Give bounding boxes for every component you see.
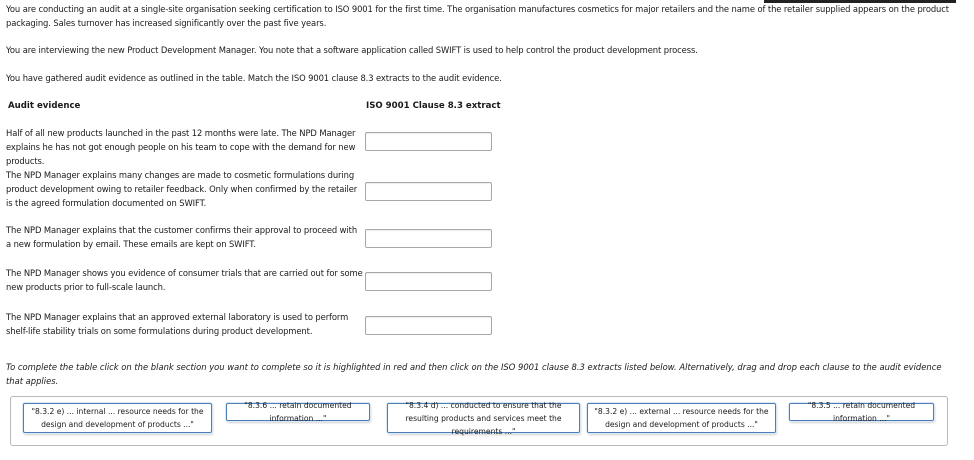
clause-option-2[interactable]: "8.3.6 ... retain documented information ..." (226, 403, 370, 421)
clause-option-1[interactable]: "8.3.2 e) ... internal ... resource needs for the design and development of products ..." (23, 403, 212, 433)
intro-paragraph-2: You are interviewing the new Product Development Manager. You note that a software application called SWIFT is used to help control the product development process. (6, 45, 698, 55)
answer-dropzone-3[interactable] (365, 229, 492, 248)
column-header-clause: ISO 9001 Clause 8.3 extract (366, 101, 501, 111)
column-header-evidence: Audit evidence (8, 101, 81, 111)
answer-dropzone-2[interactable] (365, 182, 492, 201)
clause-option-5[interactable]: "8.3.5 ... retain documented information ..." (789, 403, 934, 421)
instruction-text: To complete the table click on the blank section you want to complete so it is highlighted in red and then click on the ISO 9001 clause 8.3 extracts listed below. Alternatively, drag and drop each clause to the audit evidence that applies. (6, 362, 942, 386)
evidence-row-4: The NPD Manager shows you evidence of consumer trials that are carried out for some new products prior to full-scale launch. (6, 268, 363, 293)
clause-option-3[interactable]: "8.3.4 d) ... conducted to ensure that the resulting products and services meet the requirements ..." (387, 403, 580, 433)
answer-dropzone-5[interactable] (365, 316, 492, 335)
clause-option-4[interactable]: "8.3.2 e) ... external ... resource needs for the design and development of products ..." (587, 403, 776, 433)
answer-dropzone-1[interactable] (365, 132, 492, 151)
intro-paragraph-1: You are conducting an audit at a single-site organisation seeking certification to ISO 9001 for the first time. The organisation manufactures cosmetics for major retailers and the name of the retailer supplied appears on the product packaging. Sales turnover has increased significantly over the past five years. (6, 4, 949, 28)
evidence-row-5: The NPD Manager explains that an approved external laboratory is used to perform shelf-life stability trials on some formulations during product development. (6, 312, 349, 337)
answer-dropzone-4[interactable] (365, 272, 492, 291)
intro-paragraph-3: You have gathered audit evidence as outlined in the table. Match the ISO 9001 clause 8.3 extracts to the audit evidence. (6, 73, 502, 83)
evidence-row-1: Half of all new products launched in the past 12 months were late. The NPD Manager explains he has not got enough people on his team to cope with the demand for new products. (6, 128, 356, 167)
clause-options-tray (10, 396, 948, 446)
evidence-row-3: The NPD Manager explains that the customer confirms their approval to proceed with a new formulation by email. These emails are kept on SWIFT. (6, 225, 358, 250)
evidence-row-2: The NPD Manager explains many changes are made to cosmetic formulations during product development owing to retailer feedback. Only when confirmed by the retailer is the agreed formulation documented on SWIFT. (6, 170, 358, 209)
